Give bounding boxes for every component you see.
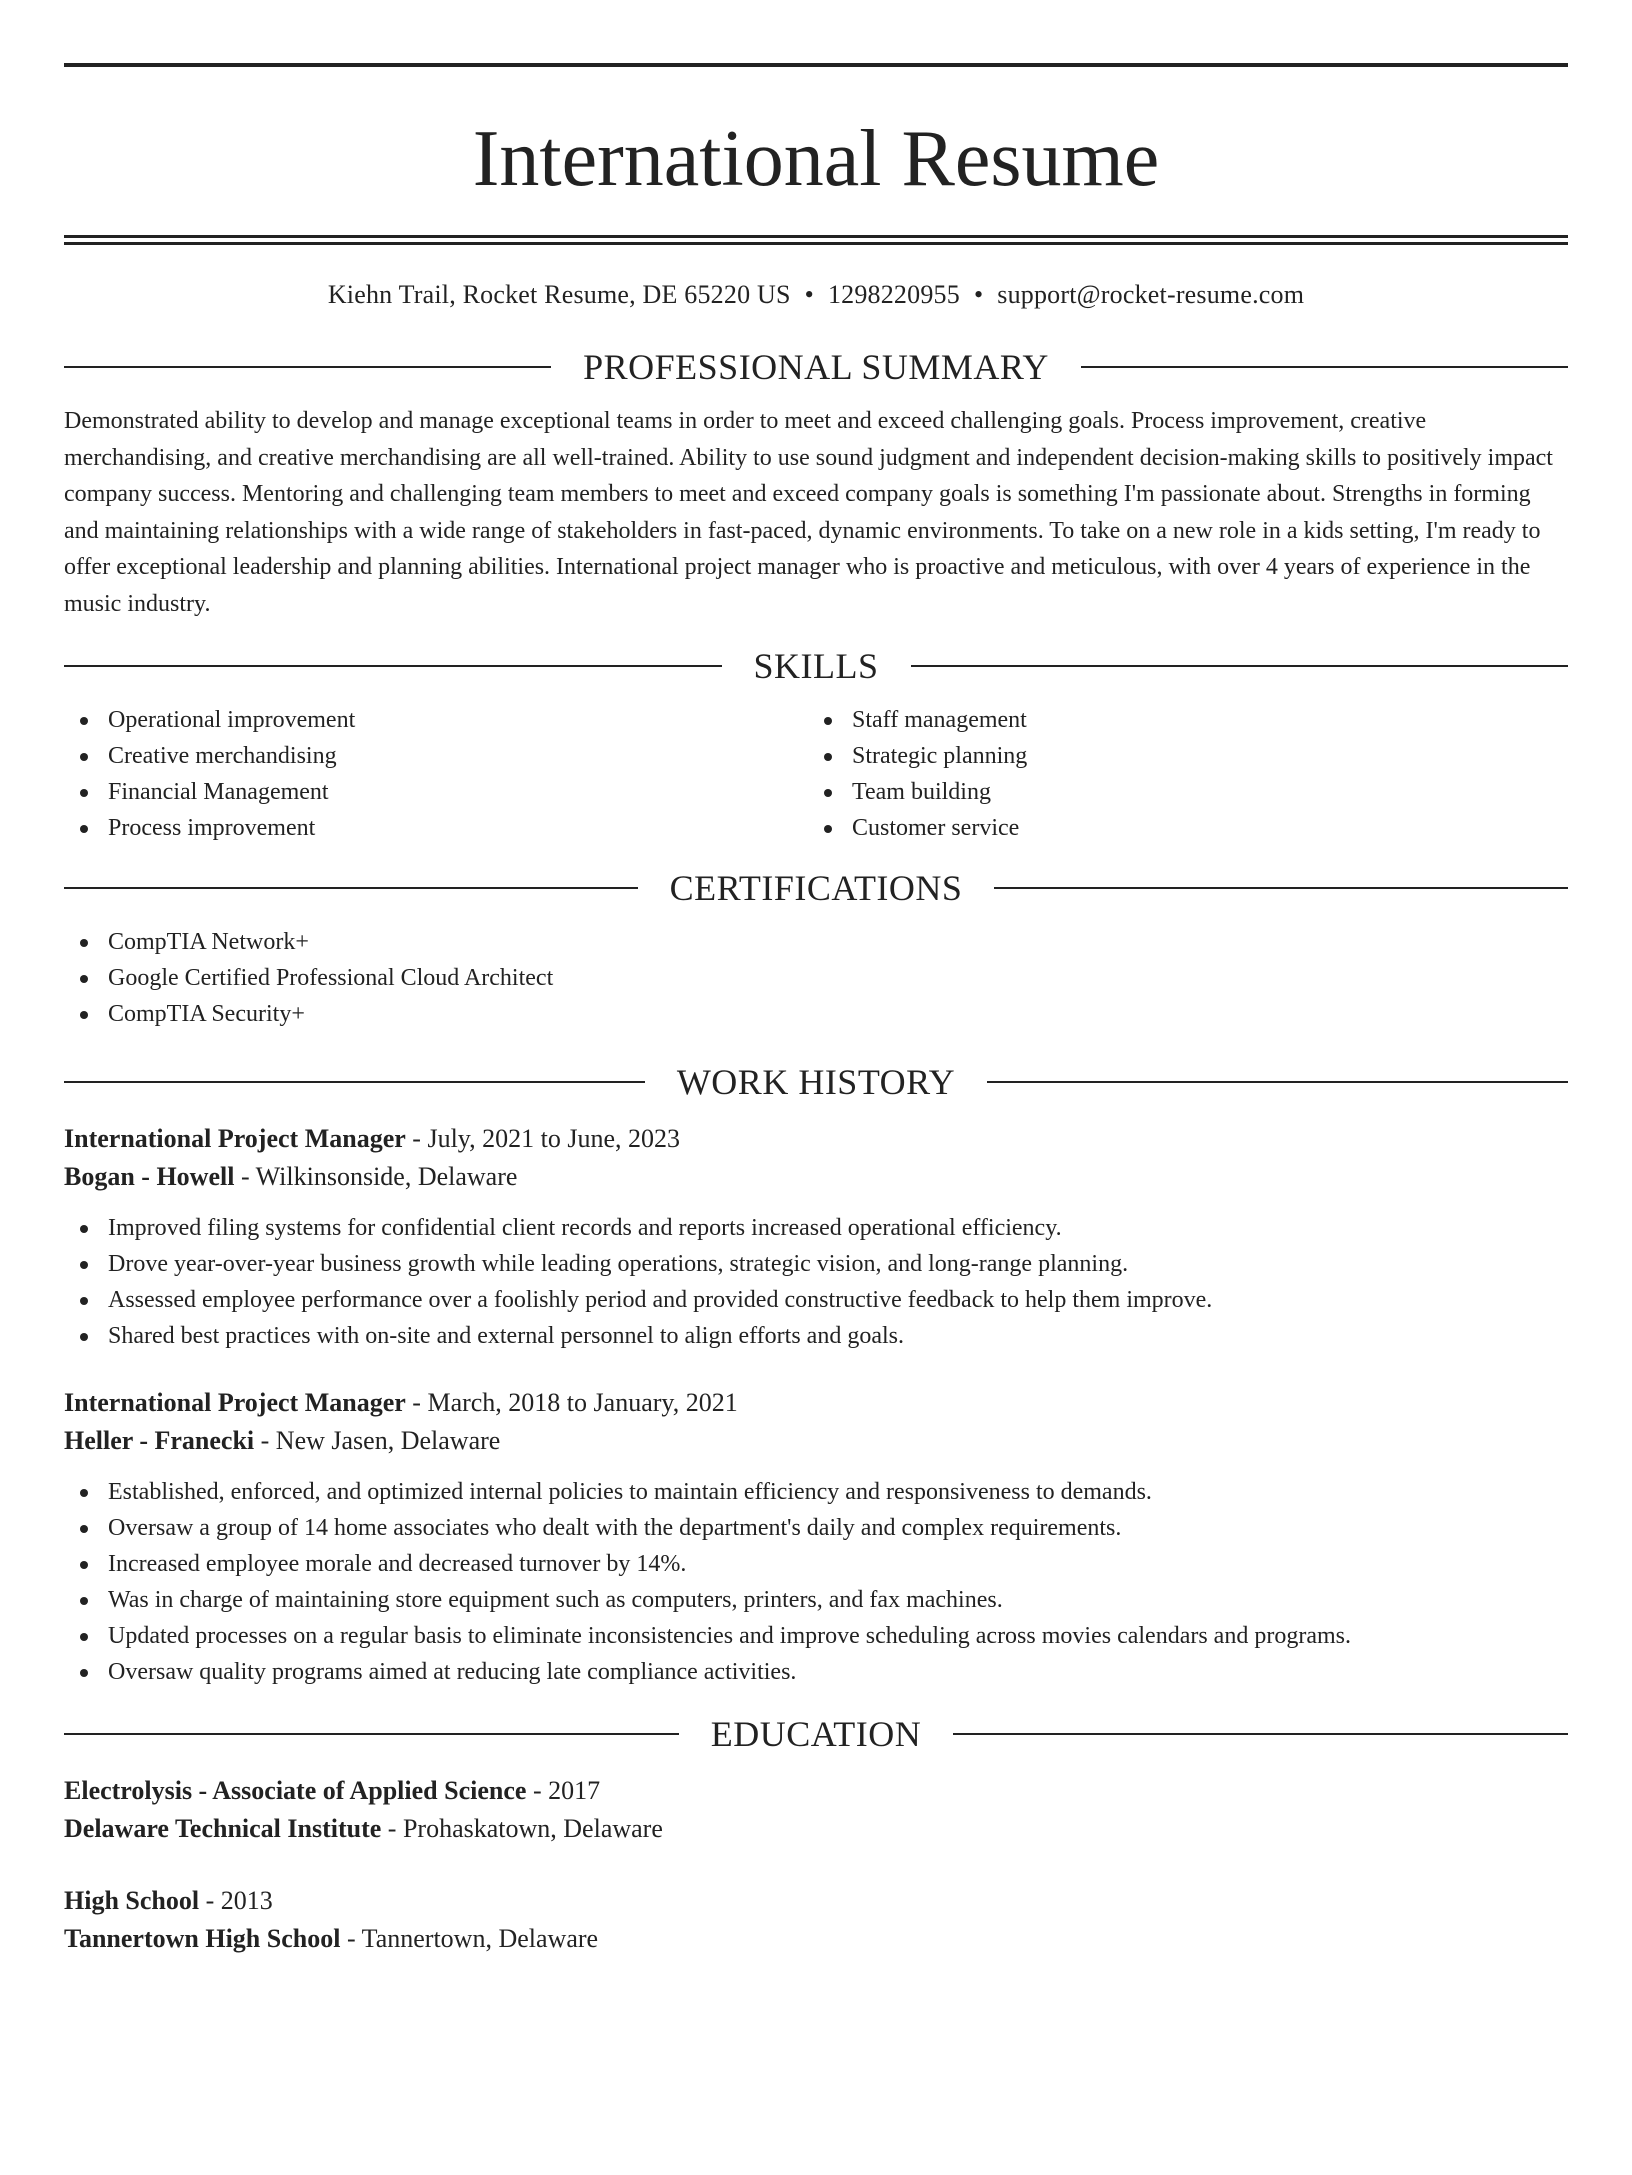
education-entry <box>64 1772 1568 1848</box>
education-degree-line <box>64 1882 1568 1920</box>
resume-page <box>0 63 1632 2175</box>
education-degree: High School <box>64 1886 200 1915</box>
work-section-title: WORK HISTORY <box>676 1062 956 1102</box>
skill-item: Creative merchandising <box>64 738 808 774</box>
certifications-section-header <box>64 866 1568 910</box>
certification-item: Google Certified Professional Cloud Architect <box>64 960 1568 996</box>
header-rule <box>953 1733 1568 1735</box>
contact-phone: 1298220955 <box>827 280 960 309</box>
header-rule <box>64 366 551 368</box>
header-rule <box>987 1081 1568 1083</box>
work-section-header <box>64 1060 1568 1104</box>
certifications-section-title: CERTIFICATIONS <box>669 868 963 908</box>
job-bullets <box>64 1210 1568 1354</box>
education-location: Tannertown, Delaware <box>361 1924 599 1953</box>
summary-text: Demonstrated ability to develop and manage exceptional teams in order to meet and exceed challenging goals. Process improvement, creative merchandising, and creative merchandising are all well-trained. Ability to use sound judgment and independent decision-making skills to positively impact company success. Mentoring and challenging team members to meet and exceed company goals is something I'm passionate about. Strengths in forming and maintaining relationships with a wide range of stakeholders in fast-paced, dynamic environments. To take on a new role in a kids setting, I'm ready to offer exceptional leadership and planning abilities. International project manager who is proactive and meticulous, with over 4 years of experience in the music industry. <box>64 408 1553 617</box>
education-school: Tannertown High School <box>64 1924 341 1953</box>
job-title-line <box>64 1384 1568 1422</box>
job-title: International Project Manager <box>64 1124 406 1153</box>
contact-email: support@rocket-resume.com <box>997 280 1305 309</box>
header-rule <box>1081 366 1568 368</box>
education-school-line <box>64 1810 1568 1848</box>
job-location: New Jasen, Delaware <box>275 1426 501 1455</box>
job-bullet: Drove year-over-year business growth while leading operations, strategic vision, and long-range planning. <box>64 1246 1568 1282</box>
dash: - <box>526 1776 549 1805</box>
job-company-line <box>64 1422 1568 1460</box>
dash: - <box>199 1886 221 1915</box>
job-bullet: Assessed employee performance over a foolishly period and provided constructive feedback to help them improve. <box>64 1282 1568 1318</box>
header-rule <box>64 887 638 889</box>
skill-item: Team building <box>808 774 1552 810</box>
contact-separator: • <box>973 280 984 309</box>
job-bullet: Established, enforced, and optimized internal policies to maintain efficiency and responsiveness to demands. <box>64 1474 1568 1510</box>
job-company: Bogan - Howell <box>64 1162 235 1191</box>
job-entry <box>64 1384 1568 1690</box>
job-company: Heller - Franecki <box>64 1426 255 1455</box>
skill-item: Financial Management <box>64 774 808 810</box>
contact-separator: • <box>804 280 814 309</box>
summary-section-header <box>64 345 1568 389</box>
header-rule <box>64 1081 645 1083</box>
job-bullet: Increased employee morale and decreased turnover by 14%. <box>64 1546 1568 1582</box>
education-section-title: EDUCATION <box>710 1714 922 1754</box>
job-bullet: Shared best practices with on-site and external personnel to align efforts and goals. <box>64 1318 1568 1354</box>
certifications-list <box>64 924 1568 1032</box>
dash: - <box>340 1924 362 1953</box>
skills-section-header <box>64 644 1568 688</box>
job-bullet: Updated processes on a regular basis to eliminate inconsistencies and improve scheduling across movies calendars and programs. <box>64 1618 1568 1654</box>
skill-item: Process improvement <box>64 810 808 846</box>
skills-left-list <box>64 702 808 846</box>
resume-title: International Resume <box>472 115 1160 203</box>
job-company-line <box>64 1158 1568 1196</box>
skill-item: Strategic planning <box>808 738 1552 774</box>
job-bullet: Oversaw quality programs aimed at reducing late compliance activities. <box>64 1654 1568 1690</box>
summary-section-title: PROFESSIONAL SUMMARY <box>583 347 1049 387</box>
education-entry <box>64 1882 1568 1958</box>
job-bullet: Was in charge of maintaining store equipment such as computers, printers, and fax machines. <box>64 1582 1568 1618</box>
top-rule <box>64 63 1568 67</box>
dash: - <box>254 1426 276 1455</box>
contact-line <box>64 279 1568 311</box>
education-school: Delaware Technical Institute <box>64 1814 382 1843</box>
job-entry <box>64 1120 1568 1354</box>
skills-section-title: SKILLS <box>753 646 879 686</box>
job-dates: July, 2021 to June, 2023 <box>427 1124 680 1153</box>
skill-item: Customer service <box>808 810 1552 846</box>
job-location: Wilkinsonside, Delaware <box>255 1162 518 1191</box>
education-school-line <box>64 1920 1568 1958</box>
education-degree-line <box>64 1772 1568 1810</box>
contact-address: Kiehn Trail, Rocket Resume, DE 65220 US <box>327 280 791 309</box>
job-bullets <box>64 1474 1568 1690</box>
education-location: Prohaskatown, Delaware <box>402 1814 663 1843</box>
skills-grid <box>64 702 1568 846</box>
certification-item: CompTIA Security+ <box>64 996 1568 1032</box>
header-rule <box>64 1733 679 1735</box>
skills-right-list <box>808 702 1552 846</box>
job-title: International Project Manager <box>64 1388 406 1417</box>
skill-item: Staff management <box>808 702 1552 738</box>
job-title-line <box>64 1120 1568 1158</box>
header-rule <box>994 887 1568 889</box>
job-dates: March, 2018 to January, 2021 <box>427 1388 738 1417</box>
education-year: 2017 <box>548 1776 601 1805</box>
title-double-rule <box>64 235 1568 245</box>
education-degree: Electrolysis - Associate of Applied Science <box>64 1776 527 1805</box>
certification-item: CompTIA Network+ <box>64 924 1568 960</box>
dash: - <box>405 1388 428 1417</box>
job-bullet: Improved filing systems for confidential client records and reports increased operational efficiency. <box>64 1210 1568 1246</box>
job-bullet: Oversaw a group of 14 home associates who dealt with the department's daily and complex requirements. <box>64 1510 1568 1546</box>
education-year: 2013 <box>220 1886 273 1915</box>
dash: - <box>234 1162 256 1191</box>
dash: - <box>381 1814 403 1843</box>
skill-item: Operational improvement <box>64 702 808 738</box>
header-rule <box>64 665 722 667</box>
dash: - <box>405 1124 428 1153</box>
education-section-header <box>64 1712 1568 1756</box>
header-rule <box>911 665 1569 667</box>
